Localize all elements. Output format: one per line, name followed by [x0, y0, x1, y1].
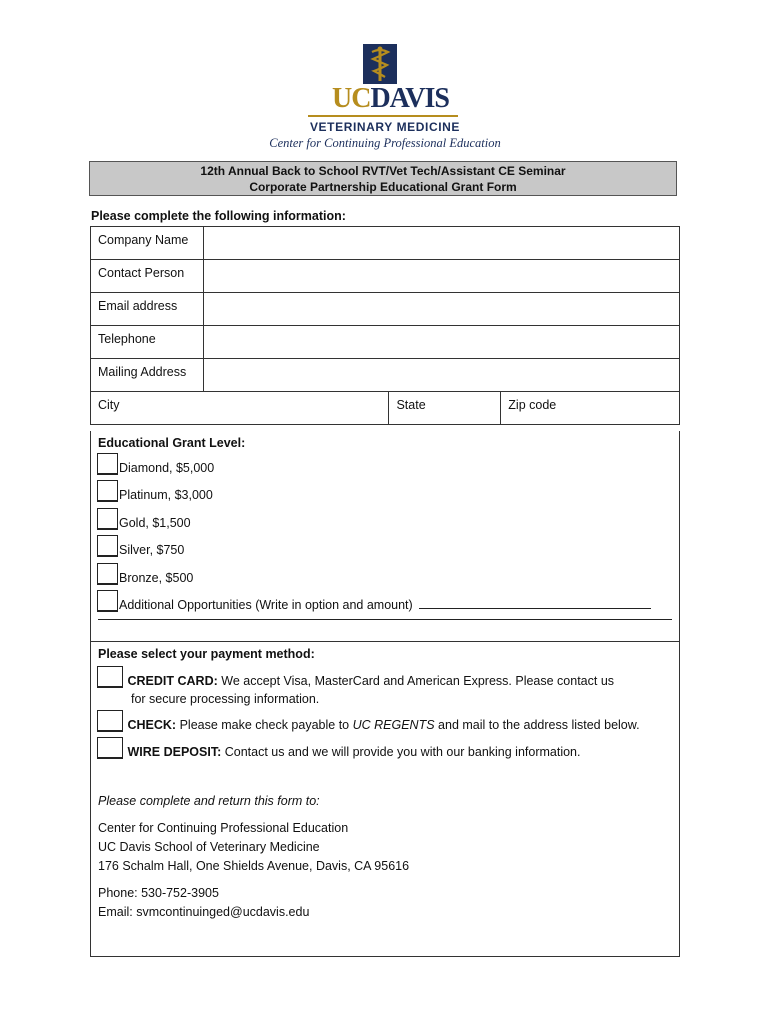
grant-option-additional[interactable]: Additional Opportunities (Write in option and amount) — [97, 590, 651, 612]
telephone-label: Telephone — [91, 326, 204, 359]
city-label: City — [98, 398, 120, 412]
vet-med-label: VETERINARY MEDICINE — [309, 120, 461, 134]
checkbox[interactable] — [97, 666, 123, 688]
additional-write-in-line2[interactable] — [98, 619, 672, 620]
payment-section — [90, 641, 680, 957]
info-table — [90, 226, 680, 425]
grant-option-diamond[interactable]: Diamond, $5,000 — [97, 453, 214, 475]
check-payee: UC REGENTS — [352, 718, 435, 732]
checkbox[interactable] — [97, 508, 118, 530]
form-title-line1: 12th Annual Back to School RVT/Vet Tech/Assistant CE Seminar — [200, 164, 566, 178]
return-heading: Please complete and return this form to: — [98, 794, 320, 808]
table-row — [91, 392, 680, 425]
table-row — [91, 293, 680, 326]
return-address-line1: Center for Continuing Professional Education — [98, 821, 349, 835]
zip-label: Zip code — [508, 398, 557, 412]
checkbox[interactable] — [97, 737, 123, 759]
zip-field[interactable] — [501, 392, 680, 425]
table-row — [91, 227, 680, 260]
state-field[interactable] — [389, 392, 501, 425]
grant-option-bronze[interactable]: Bronze, $500 — [97, 563, 193, 585]
wire-label: WIRE DEPOSIT: — [127, 745, 222, 759]
email-label: Email address — [91, 293, 204, 326]
form-title-line2: Corporate Partnership Educational Grant Form — [249, 180, 517, 194]
return-email[interactable]: Email: svmcontinuinged@ucdavis.edu — [98, 905, 310, 919]
credit-label: CREDIT CARD: — [127, 674, 218, 688]
logo-rule — [308, 115, 458, 117]
grant-option-gold[interactable]: Gold, $1,500 — [97, 508, 191, 530]
additional-write-in-line[interactable] — [419, 608, 651, 609]
company-label: Company Name — [91, 227, 204, 260]
grant-level-title: Educational Grant Level: — [98, 436, 246, 450]
ucdavis-logo — [240, 40, 530, 150]
return-address-line2: UC Davis School of Veterinary Medicine — [98, 840, 320, 854]
form-title-box — [89, 161, 677, 196]
intro-text: Please complete the following information: — [91, 209, 346, 223]
checkbox[interactable] — [97, 563, 118, 585]
checkbox[interactable] — [97, 453, 118, 475]
email-field[interactable] — [203, 293, 679, 326]
payment-title: Please select your payment method: — [98, 647, 315, 661]
telephone-field[interactable] — [203, 326, 679, 359]
table-row — [91, 260, 680, 293]
credit-text-continued: for secure processing information. — [131, 692, 320, 706]
payment-option-wire[interactable]: WIRE DEPOSIT: Contact us and we will provide you with our banking information. — [97, 737, 580, 759]
contact-field[interactable] — [203, 260, 679, 293]
mailing-field[interactable] — [203, 359, 679, 392]
caduceus-shield-icon — [363, 44, 397, 84]
city-field[interactable] — [91, 392, 389, 425]
payment-option-check[interactable]: CHECK: Please make check payable to UC REGENTS and mail to the address listed below. — [97, 710, 640, 732]
return-phone: Phone: 530-752-3905 — [98, 886, 219, 900]
contact-label: Contact Person — [91, 260, 204, 293]
return-address-line3: 176 Schalm Hall, One Shields Avenue, Davis, CA 95616 — [98, 859, 410, 873]
checkbox[interactable] — [97, 590, 118, 612]
table-row — [91, 359, 680, 392]
check-label: CHECK: — [127, 718, 177, 732]
checkbox[interactable] — [97, 535, 118, 557]
checkbox[interactable] — [97, 710, 123, 732]
payment-option-credit[interactable]: CREDIT CARD: We accept Visa, MasterCard and American Express. Please contact us — [97, 666, 614, 688]
company-field[interactable] — [203, 227, 679, 260]
ucdavis-wordmark: UCDAVIS — [332, 83, 449, 114]
grant-option-platinum[interactable]: Platinum, $3,000 — [97, 480, 213, 502]
state-label: State — [396, 398, 426, 412]
center-label: Center for Continuing Professional Education — [269, 136, 501, 150]
mailing-label: Mailing Address — [91, 359, 204, 392]
table-row — [91, 326, 680, 359]
grant-option-silver[interactable]: Silver, $750 — [97, 535, 184, 557]
checkbox[interactable] — [97, 480, 118, 502]
grant-level-section — [90, 431, 680, 642]
